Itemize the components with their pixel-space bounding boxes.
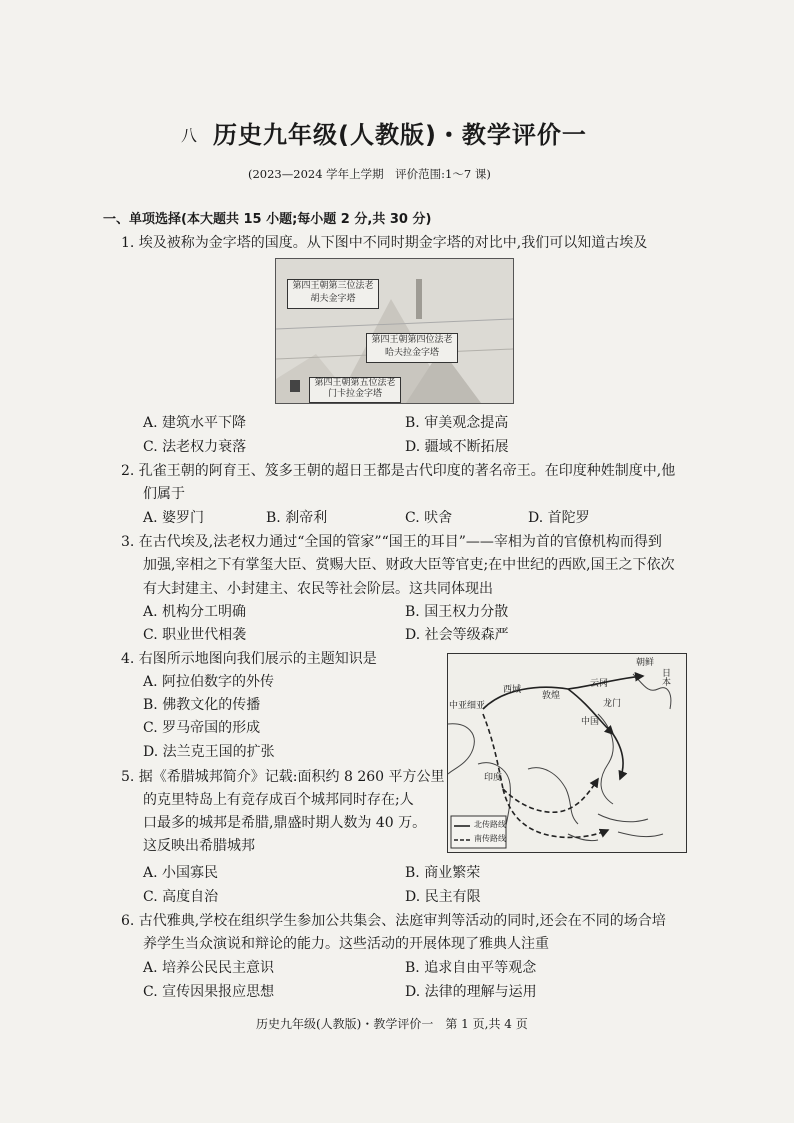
question-6-line-1: 6. 古代雅典,学校在组织学生参加公共集会、法庭审判等活动的同时,还会在不同的场合培 (121, 913, 666, 929)
q2-option-b[interactable]: B. 刹帝利 (266, 510, 328, 526)
q3-option-a[interactable]: A. 机构分工明确 (143, 604, 247, 620)
q2-option-c[interactable]: C. 吠舍 (405, 510, 453, 526)
q3-option-d[interactable]: D. 社会等级森严 (405, 627, 509, 643)
map-label-japan: 日本 (662, 669, 672, 688)
map-label-central-asia: 中亚细亚 (449, 701, 486, 711)
page-title: 历史九年级(人教版)・教学评价一 (213, 121, 587, 149)
pyramid-figure (275, 258, 514, 404)
legend-south-route: 南传路线 (474, 834, 506, 843)
q4-option-d[interactable]: D. 法兰克王国的扩张 (143, 744, 275, 760)
pyramid-label-3: 第四王朝第五位法老 门卡拉金字塔 (309, 377, 401, 403)
q3-option-c[interactable]: C. 职业世代相袭 (143, 627, 247, 643)
map-label-yungang: 云冈 (590, 679, 609, 689)
q4-option-b[interactable]: B. 佛教文化的传播 (143, 697, 261, 713)
question-3-line-3: 有大封建主、小封建主、农民等社会阶层。这共同体现出 (143, 581, 493, 597)
q1-option-b[interactable]: B. 审美观念提高 (405, 415, 509, 431)
pyramid-label-1: 第四王朝第三位法老 胡夫金字塔 (287, 279, 379, 309)
question-2-line-1: 2. 孔雀王朝的阿育王、笈多王朝的超日王都是古代印度的著名帝王。在印度种姓制度中,他 (121, 463, 676, 479)
q2-option-d[interactable]: D. 首陀罗 (528, 510, 590, 526)
section-heading: 一、单项选择(本大题共 15 小题;每小题 2 分,共 30 分) (103, 212, 432, 227)
map-label-longmen: 龙门 (603, 699, 622, 709)
page-subtitle: (2023—2024 学年上学期 评价范围:1～7 课) (248, 167, 491, 181)
question-4-stem: 4. 右图所示地图向我们展示的主题知识是 (121, 651, 377, 667)
map-label-korea: 朝鲜 (636, 658, 655, 668)
q5-option-c[interactable]: C. 高度自治 (143, 889, 219, 905)
q1-option-a[interactable]: A. 建筑水平下降 (143, 415, 247, 431)
buddhism-map (447, 653, 687, 853)
q6-option-a[interactable]: A. 培养公民民主意识 (143, 960, 275, 976)
q5-option-d[interactable]: D. 民主有限 (405, 889, 481, 905)
q5-option-a[interactable]: A. 小国寡民 (143, 865, 219, 881)
question-5-line-4: 这反映出希腊城邦 (143, 838, 255, 854)
legend-north-route: 北传路线 (474, 820, 506, 829)
question-3-line-1: 3. 在古代埃及,法老权力通过“全国的管家”“国王的耳目”——宰相为首的官僚机构而得到 (121, 534, 662, 550)
question-6-line-2: 养学生当众演说和辩论的能力。这些活动的开展体现了雅典人注重 (143, 936, 549, 952)
q6-option-d[interactable]: D. 法律的理解与运用 (405, 984, 537, 1000)
map-label-china: 中国 (581, 717, 600, 727)
q1-option-d[interactable]: D. 疆域不断拓展 (405, 439, 509, 455)
page-footer: 历史九年级(人教版)・教学评价一 第 1 页,共 4 页 (256, 1017, 528, 1031)
q6-option-c[interactable]: C. 宣传因果报应思想 (143, 984, 275, 1000)
question-5-line-1: 5. 据《希腊城邦简介》记载:面积约 8 260 平方公里 (121, 769, 445, 785)
corner-mark: 八 (181, 126, 198, 145)
q6-option-b[interactable]: B. 追求自由平等观念 (405, 960, 537, 976)
pyramid-label-2: 第四王朝第四位法老 哈夫拉金字塔 (366, 333, 458, 363)
map-label-dunhuang: 敦煌 (542, 691, 561, 701)
question-1-stem: 1. 埃及被称为金字塔的国度。从下图中不同时期金字塔的对比中,我们可以知道古埃及 (121, 235, 648, 251)
q4-option-a[interactable]: A. 阿拉伯数字的外传 (143, 674, 275, 690)
question-3-line-2: 加强,宰相之下有掌玺大臣、赏赐大臣、财政大臣等官吏;在中世纪的西欧,国王之下依次 (143, 557, 675, 573)
q5-option-b[interactable]: B. 商业繁荣 (405, 865, 481, 881)
map-label-india: 印度 (484, 773, 503, 783)
map-label-xiyu: 西域 (503, 685, 522, 695)
q4-option-c[interactable]: C. 罗马帝国的形成 (143, 720, 261, 736)
q1-option-c[interactable]: C. 法老权力衰落 (143, 439, 247, 455)
q3-option-b[interactable]: B. 国王权力分散 (405, 604, 509, 620)
q2-option-a[interactable]: A. 婆罗门 (143, 510, 205, 526)
question-5-line-3: 口最多的城邦是希腊,鼎盛时期人数为 40 万。 (143, 815, 427, 831)
question-2-line-2: 们属于 (143, 486, 185, 502)
question-5-line-2: 的克里特岛上有竞存成百个城邦同时存在;人 (143, 792, 414, 808)
